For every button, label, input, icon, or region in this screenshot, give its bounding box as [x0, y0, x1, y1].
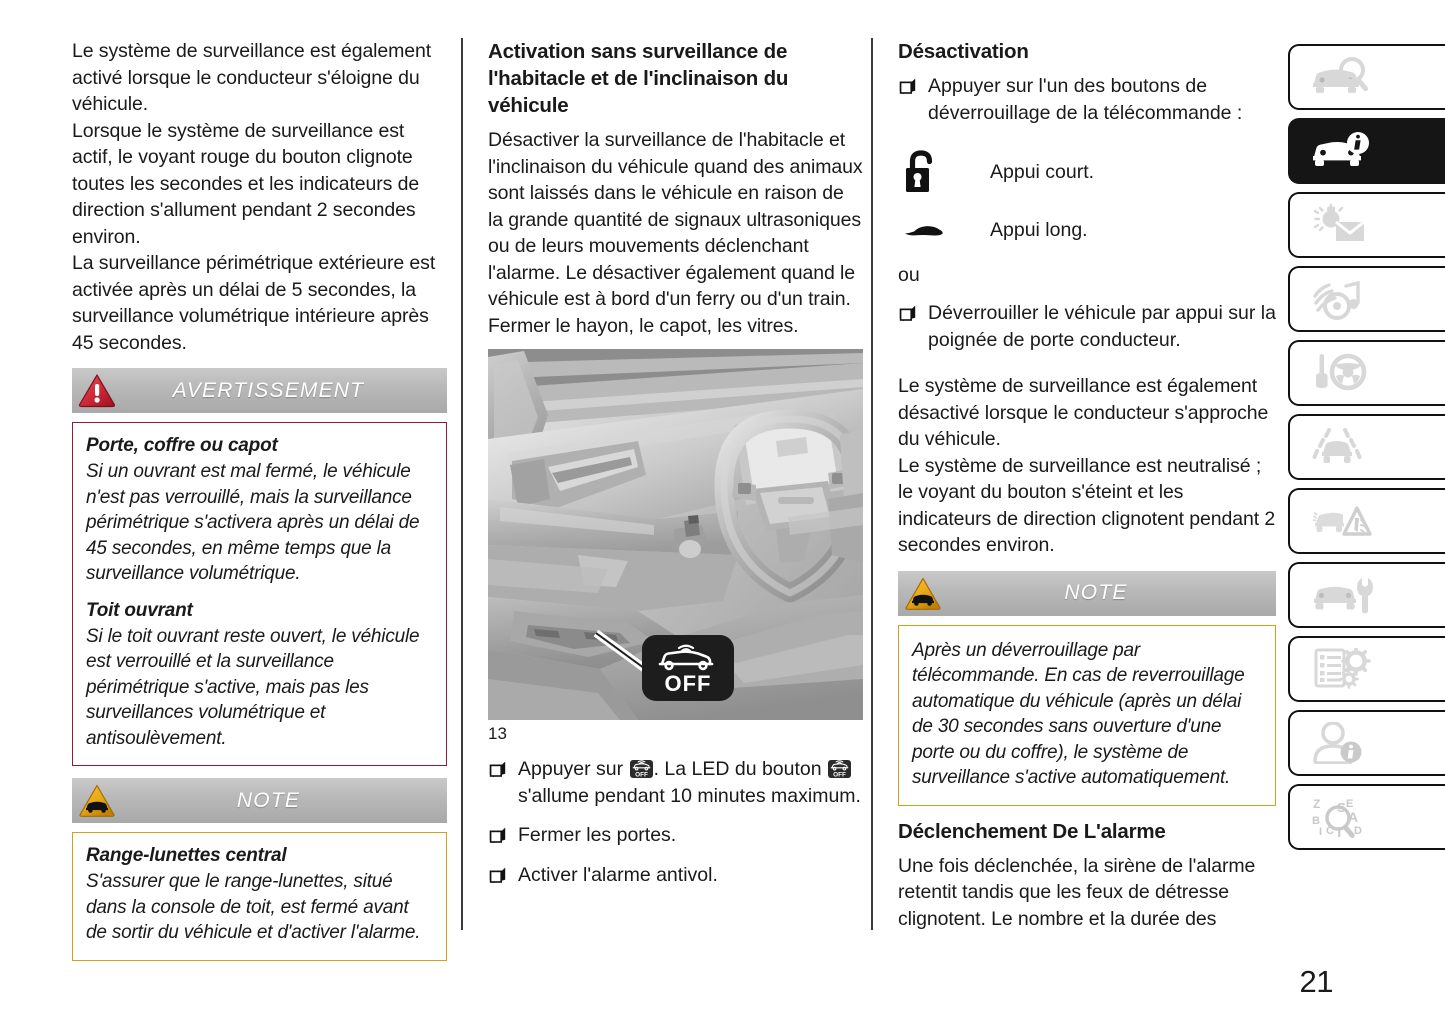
callout-text: S'assurer que le range-lunettes, situé dans la console de toit, est fermé avant de sortir du véhicule et d'activer l'alarme. — [86, 871, 421, 943]
car-silhouette-icon — [898, 220, 990, 240]
warning-banner — [72, 368, 447, 413]
figure-block — [488, 349, 863, 744]
sidebar-tab-car-magnifier[interactable] — [1288, 44, 1445, 110]
sidebar-tab-gearshift-steering[interactable] — [1288, 340, 1445, 406]
note-callout-box — [72, 832, 447, 961]
sub-heading: Déclenchement De L'alarme — [898, 819, 1166, 843]
paragraph: Fermer le hayon, le capot, les vitres. — [488, 314, 799, 337]
checkbox-square-icon — [899, 305, 916, 322]
lane-assist-car-icon — [1312, 426, 1374, 468]
svg-text:C: C — [1326, 825, 1334, 837]
note-callout-box — [898, 625, 1276, 806]
deactivation-steps — [898, 73, 1276, 126]
column-2 — [488, 38, 863, 901]
car-warning-triangle-icon — [1312, 500, 1374, 542]
column-divider-1 — [461, 38, 463, 930]
warning-banner-label: AVERTISSEMENT — [172, 378, 365, 402]
svg-text:E: E — [1346, 798, 1354, 810]
callout-text: Après un déverrouillage par télécommande. En cas de reverrouillage automatique du véhicule (après un délai de 30 secondes sans ouverture d'une porte ou du coffre), le système de surveillance s'active automatiquement. — [912, 639, 1245, 788]
car-info-icon — [1312, 130, 1374, 172]
figure-caption: 13 — [488, 724, 507, 743]
sidebar-tab-radio-music[interactable] — [1288, 266, 1445, 332]
icon-row-label: Appui court. — [990, 161, 1095, 183]
svg-text:OFF: OFF — [833, 771, 846, 778]
sidebar-tab-alphabet-index[interactable] — [1288, 784, 1445, 850]
warning-callout-box — [72, 422, 447, 766]
yellow-car-triangle-icon — [78, 782, 116, 819]
section-heading: Désactivation — [898, 40, 1029, 63]
car-wrench-icon — [1312, 574, 1374, 616]
sidebar-tab-car-warning[interactable] — [1288, 488, 1445, 554]
svg-text:A: A — [1348, 809, 1359, 825]
checkbox-square-icon — [489, 827, 506, 844]
list-item — [898, 73, 1276, 126]
step-text: Fermer les portes. — [518, 824, 677, 846]
paragraph: La surveillance périmétrique extérieure est activée après un délai de 5 secondes, la surveillance volumétrique intérieure après 45 secondes. — [72, 252, 436, 354]
callout-text: Si un ouvrant est mal fermé, le véhicule n'est pas verrouillé, mais la surveillance périmétrique s'activera après un délai de 45 secondes, en même temps que la surveillance volumétrique. — [86, 461, 420, 584]
list-item — [488, 822, 863, 849]
car-interior-dashboard-illustration — [488, 349, 863, 720]
step-text: Appuyer sur l'un des boutons de déverrouillage de la télécommande : — [928, 75, 1243, 124]
step-text: Appuyer sur OFF . La LED du bouton OFF s'allume pendant 10 minutes maximum. — [518, 758, 861, 807]
callout-text: Si le toit ouvrant reste ouvert, le véhicule est verrouillé et la surveillance périmétrique s'active, mais pas les surveillances volumétrique et antisoulèvement. — [86, 625, 420, 749]
paragraph: Le système de surveillance est également désactivé lorsque le conducteur s'approche du véhicule. — [898, 375, 1269, 450]
note-banner-label: NOTE — [1064, 581, 1128, 604]
svg-text:S: S — [1337, 800, 1346, 815]
radio-music-icon — [1312, 278, 1374, 320]
sidebar-tab-lane-assist[interactable] — [1288, 414, 1445, 480]
column-divider-2 — [871, 38, 873, 930]
paragraph: Désactiver la surveillance de l'habitacle et l'inclinaison du véhicule quand des animaux sont laissés dans le véhicule en raison de la grande quantité de signaux ultrasoniques ou de leurs mouvements déclenchant l'alarme. Le désactiver également quand le véhicule est à bord d'un ferry ou d'un train. — [488, 129, 863, 310]
sidebar-tab-list-gears[interactable] — [1288, 636, 1445, 702]
icon-row — [898, 204, 1276, 256]
callout-title: Porte, coffre ou capot — [86, 435, 278, 456]
paragraph: Le système de surveillance est neutralisé ; le voyant du bouton s'éteint et les indicateurs de direction clignotent pendant 2 secondes environ. — [898, 454, 1276, 556]
alphabet-index-magnifier-icon — [1312, 796, 1374, 838]
sidebar-tab-car-info[interactable] — [1288, 118, 1445, 184]
red-warning-triangle-icon — [78, 372, 116, 409]
svg-text:Z: Z — [1313, 797, 1321, 811]
car-off-button-icon — [828, 760, 851, 778]
open-padlock-icon — [898, 149, 990, 195]
icon-row-label: Appui long. — [990, 219, 1088, 241]
column-3 — [898, 38, 1276, 932]
person-info-icon — [1312, 722, 1374, 764]
car-magnifier-icon — [1312, 56, 1374, 98]
list-item — [488, 756, 863, 809]
svg-text:OFF: OFF — [634, 771, 648, 778]
checkbox-square-icon — [489, 761, 506, 778]
svg-text:OFF: OFF — [664, 671, 712, 696]
or-label: ou — [898, 264, 920, 286]
page-number: 21 — [1299, 964, 1333, 999]
callout-title: Range-lunettes central — [86, 845, 287, 866]
chapter-tabs-sidebar — [1288, 44, 1445, 858]
sidebar-tab-light-envelope[interactable] — [1288, 192, 1445, 258]
steps-list — [488, 756, 863, 888]
list-item — [898, 300, 1276, 353]
step-text: Déverrouiller le véhicule par appui sur la poignée de porte conducteur. — [928, 302, 1276, 351]
checkbox-square-icon — [899, 78, 916, 95]
gearshift-steering-wheel-icon — [1312, 352, 1374, 394]
note-banner — [72, 778, 447, 823]
list-gears-icon — [1312, 648, 1374, 690]
svg-text:T: T — [1335, 824, 1344, 838]
svg-text:D: D — [1354, 825, 1362, 837]
paragraph: Une fois déclenchée, la sirène de l'alarme retentit tandis que les feux de détresse clignotent. Le nombre et la durée des — [898, 854, 1256, 930]
checkbox-square-icon — [489, 867, 506, 884]
yellow-car-triangle-icon — [904, 575, 942, 612]
list-item — [488, 862, 863, 889]
car-off-button-icon — [630, 760, 653, 778]
light-envelope-icon — [1312, 204, 1374, 246]
step-text: Activer l'alarme antivol. — [518, 863, 718, 886]
sidebar-tab-person-info[interactable] — [1288, 710, 1445, 776]
callout-title: Toit ouvrant — [86, 599, 193, 621]
svg-text:B: B — [1312, 815, 1320, 827]
sidebar-tab-car-wrench[interactable] — [1288, 562, 1445, 628]
paragraph: Lorsque le système de surveillance est actif, le voyant rouge du bouton clignote toutes les secondes et les indicateurs de direction s'allument pendant 2 secondes environ. — [72, 119, 420, 248]
deactivation-steps-2 — [898, 300, 1276, 353]
icon-row — [898, 146, 1276, 198]
note-banner — [898, 571, 1276, 616]
note-banner-label: NOTE — [236, 788, 301, 812]
section-heading: Activation sans surveillance de l'habitacle et de l'inclinaison du véhicule — [488, 40, 789, 117]
paragraph: Le système de surveillance est également activé lorsque le conducteur s'éloigne du véhicule. — [72, 40, 432, 115]
column-1 — [72, 38, 447, 961]
svg-text:I: I — [1319, 826, 1323, 838]
